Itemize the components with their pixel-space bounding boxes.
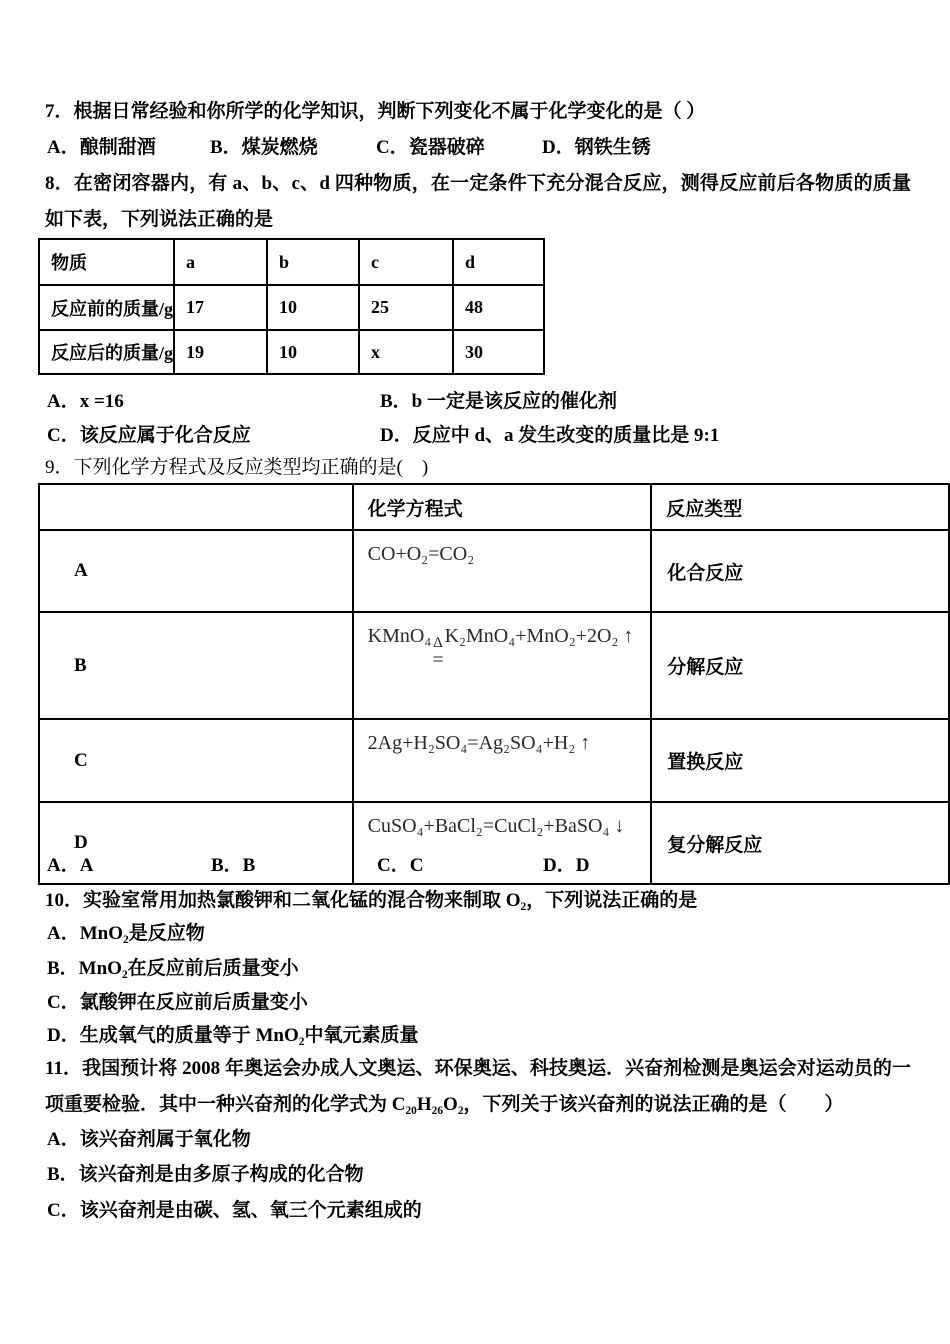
q11-option-b: B．该兴奋剂是由多原子构成的化合物 [47,1164,364,1185]
q8-option-d: D．反应中 d、a 发生改变的质量比是 9:1 [380,425,720,446]
q8-th-substance: 物质 [39,239,174,285]
q10-option-d: D．生成氧气的质量等于 MnO₂中氧元素质量 [47,1025,419,1046]
q8-option-a: A．x =16 [47,391,124,412]
q7-option-b: B．煤炭燃烧 [210,137,318,158]
question-10-text: 10．实验室常用加热氯酸钾和二氧化锰的混合物来制取 O₂，下列说法正确的是 [45,890,698,911]
q9-type-a: 化合反应 [651,530,949,612]
q8-cell-before-c: 25 [359,285,453,330]
q9-equation-a: CO+O₂=CO₂ [353,530,652,612]
q9-eq-b-right: K₂MnO₄+MnO₂+2O₂ ↑ [444,625,634,647]
q9-label-d: D [39,802,353,884]
q8-table-header-row [39,239,544,285]
q9-table-row-a [39,530,949,612]
q9-table-row-d [39,802,949,884]
q8-cell-before-a: 17 [174,285,267,330]
q8-th-d: d [453,239,544,285]
q11-option-c: C．该兴奋剂是由碳、氢、氧三个元素组成的 [47,1200,422,1221]
q9-option-d: D．D [543,855,590,876]
q9-eq-b-condition-equals [432,636,443,669]
q9-label-c: C [39,719,353,802]
q8-cell-after-c: x [359,330,453,374]
q9-type-d: 复分解反应 [651,802,949,884]
q8-table-row-after [39,330,544,374]
q9-equation-d: CuSO₄+BaCl₂=CuCl₂+BaSO₄ ↓ [353,802,652,884]
q8-cell-after-a: 19 [174,330,267,374]
q10-option-c: C．氯酸钾在反应前后质量变小 [47,992,308,1013]
q8-cell-after-b: 10 [267,330,359,374]
q9-th-equation: 化学方程式 [353,484,652,530]
q9-th-blank [39,484,353,530]
q9-label-a: A [39,530,353,612]
q8-cell-before-d: 48 [453,285,544,330]
delta-condition: Δ [433,635,443,651]
q9-type-b: 分解反应 [651,612,949,719]
equals-sign: = [432,649,444,671]
q9-equation-table [38,483,950,885]
q9-type-c: 置换反应 [651,719,949,802]
q9-equation-b [353,612,652,719]
q8-table-row-before [39,285,544,330]
q8-option-c: C．该反应属于化合反应 [47,425,251,446]
q8-option-b: B．b 一定是该反应的催化剂 [380,391,617,412]
question-7-text: 7．根据日常经验和你所学的化学知识，判断下列变化不属于化学变化的是（ ） [45,101,706,122]
q9-table-header-row [39,484,949,530]
q8-row-label-before: 反应前的质量/g [39,285,174,330]
q8-cell-before-b: 10 [267,285,359,330]
question-9-text: 9．下列化学方程式及反应类型均正确的是( ) [45,457,429,478]
question-11-text: 11．我国预计将 2008 年奥运会办成人文奥运、环保奥运、科技奥运．兴奋剂检测是奥运会对运动员的一项重要检验．其中一种兴奋剂的化学式为 C₂₀H₂₆O₂，下列关于该兴奋剂的说法正确的是（ ） [45,1058,911,1115]
q8-th-a: a [174,239,267,285]
q7-option-c: C．瓷器破碎 [376,137,485,158]
q9-th-type: 反应类型 [651,484,949,530]
q9-table-row-c [39,719,949,802]
q9-eq-b-left: KMnO₄ [367,625,432,647]
question-8-text: 8．在密闭容器内，有 a、b、c、d 四种物质，在一定条件下充分混合反应，测得反应前后各物质的质量如下表，下列说法正确的是 [45,173,911,230]
q10-option-b: B．MnO₂在反应前后质量变小 [47,958,299,979]
q8-cell-after-d: 30 [453,330,544,374]
q11-option-a: A．该兴奋剂属于氧化物 [47,1129,251,1150]
q9-option-b: B．B [211,855,256,876]
q7-option-a: A．酿制甜酒 [47,137,156,158]
q8-th-c: c [359,239,453,285]
q9-table-row-b [39,612,949,719]
q8-row-label-after: 反应后的质量/g [39,330,174,374]
q9-option-a: A．A [47,855,94,876]
q8-mass-table [38,238,545,375]
q7-option-d: D．钢铁生锈 [542,137,651,158]
q8-th-b: b [267,239,359,285]
q9-label-b: B [39,612,353,719]
q10-option-a: A．MnO₂是反应物 [47,923,205,944]
q9-equation-c: 2Ag+H₂SO₄=Ag₂SO₄+H₂ ↑ [353,719,652,802]
q9-option-c: C．C [377,855,424,876]
